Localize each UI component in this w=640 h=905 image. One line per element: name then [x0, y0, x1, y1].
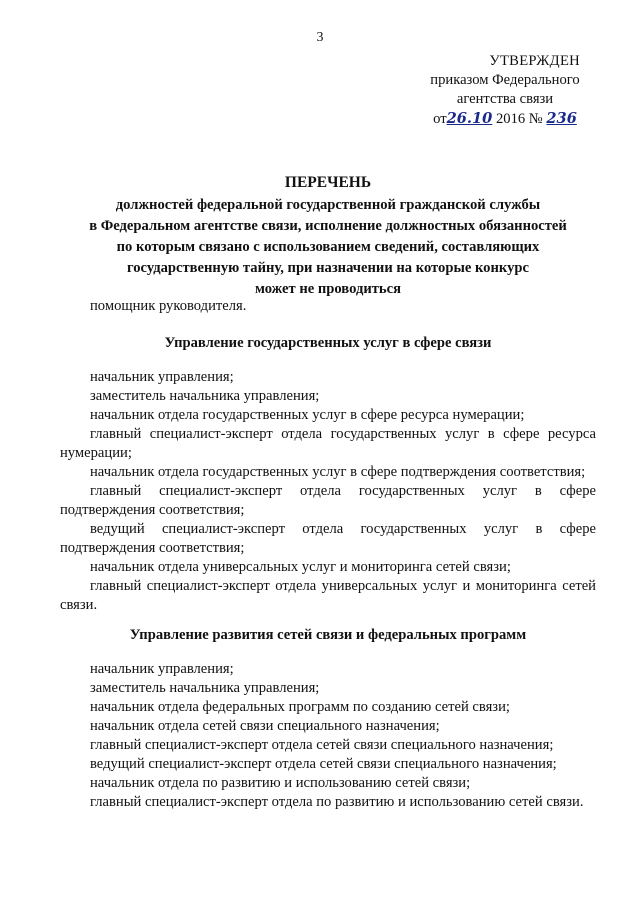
list-item: ведущий специалист-эксперт отдела государственных услуг в сфере подтверждения соответствия;: [60, 521, 596, 556]
intro-item: помощник руководителя.: [90, 298, 247, 314]
document-title: ПЕРЕЧЕНЬ: [284, 174, 372, 191]
list-item: начальник управления;: [90, 369, 234, 385]
list-item: заместитель начальника управления;: [90, 388, 320, 404]
heading-line: в Федеральном агентстве связи, исполнение должностных обязанностей: [89, 218, 567, 234]
intro-block: [60, 297, 596, 316]
section-1: [60, 334, 596, 353]
list-item: главный специалист-эксперт отдела государственных услуг в сфере подтверждения соответствия;: [60, 483, 596, 518]
handwritten-number: 236: [546, 110, 577, 127]
approval-year: 2016 №: [495, 111, 543, 127]
section-1-items: [60, 368, 596, 615]
document-heading: [60, 172, 596, 300]
section-2: [60, 626, 596, 645]
list-item: начальник отдела государственных услуг в сфере ресурса нумерации;: [90, 407, 525, 423]
list-item: начальник отдела государственных услуг в сфере подтверждения соответствия;: [90, 464, 586, 480]
list-item: начальник управления;: [90, 661, 234, 677]
list-item: заместитель начальника управления;: [90, 680, 320, 696]
list-item: начальник отдела сетей связи специального назначения;: [90, 718, 440, 734]
list-item: главный специалист-эксперт отдела государственных услуг в сфере ресурса нумерации;: [60, 426, 596, 461]
heading-line: по которым связано с использованием сведений, составляющих: [116, 239, 540, 255]
date-prefix: от: [433, 111, 447, 127]
heading-line: должностей федеральной государственной гражданской службы: [115, 197, 541, 213]
list-item: главный специалист-эксперт отдела универсальных услуг и мониторинга сетей связи.: [60, 578, 596, 613]
heading-line: государственную тайну, при назначении на которые конкурс: [127, 260, 529, 276]
page-number: 3: [316, 30, 324, 45]
approval-line-2: агентства связи: [456, 91, 554, 107]
list-item: начальник отдела по развитию и использованию сетей связи;: [90, 775, 471, 791]
list-item: главный специалист-эксперт отдела сетей связи специального назначения;: [90, 737, 554, 753]
approval-line-1: приказом Федерального: [430, 72, 580, 88]
handwritten-date: 26.10: [446, 110, 493, 127]
list-item: ведущий специалист-эксперт отдела сетей связи специального назначения;: [90, 756, 557, 772]
approval-date-line: [420, 109, 590, 129]
list-item: главный специалист-эксперт отдела по развитию и использованию сетей связи.: [90, 794, 584, 810]
heading-line: может не проводиться: [254, 281, 402, 297]
approval-title: УТВЕРЖДЕН: [489, 53, 580, 69]
approval-block: [420, 52, 590, 129]
list-item: начальник отдела федеральных программ по созданию сетей связи;: [90, 699, 510, 715]
section-title: Управление развития сетей связи и федеральных программ: [129, 627, 527, 643]
list-item: начальник отдела универсальных услуг и мониторинга сетей связи;: [90, 559, 511, 575]
section-title: Управление государственных услуг в сфере связи: [164, 335, 492, 351]
section-2-items: [60, 660, 596, 812]
